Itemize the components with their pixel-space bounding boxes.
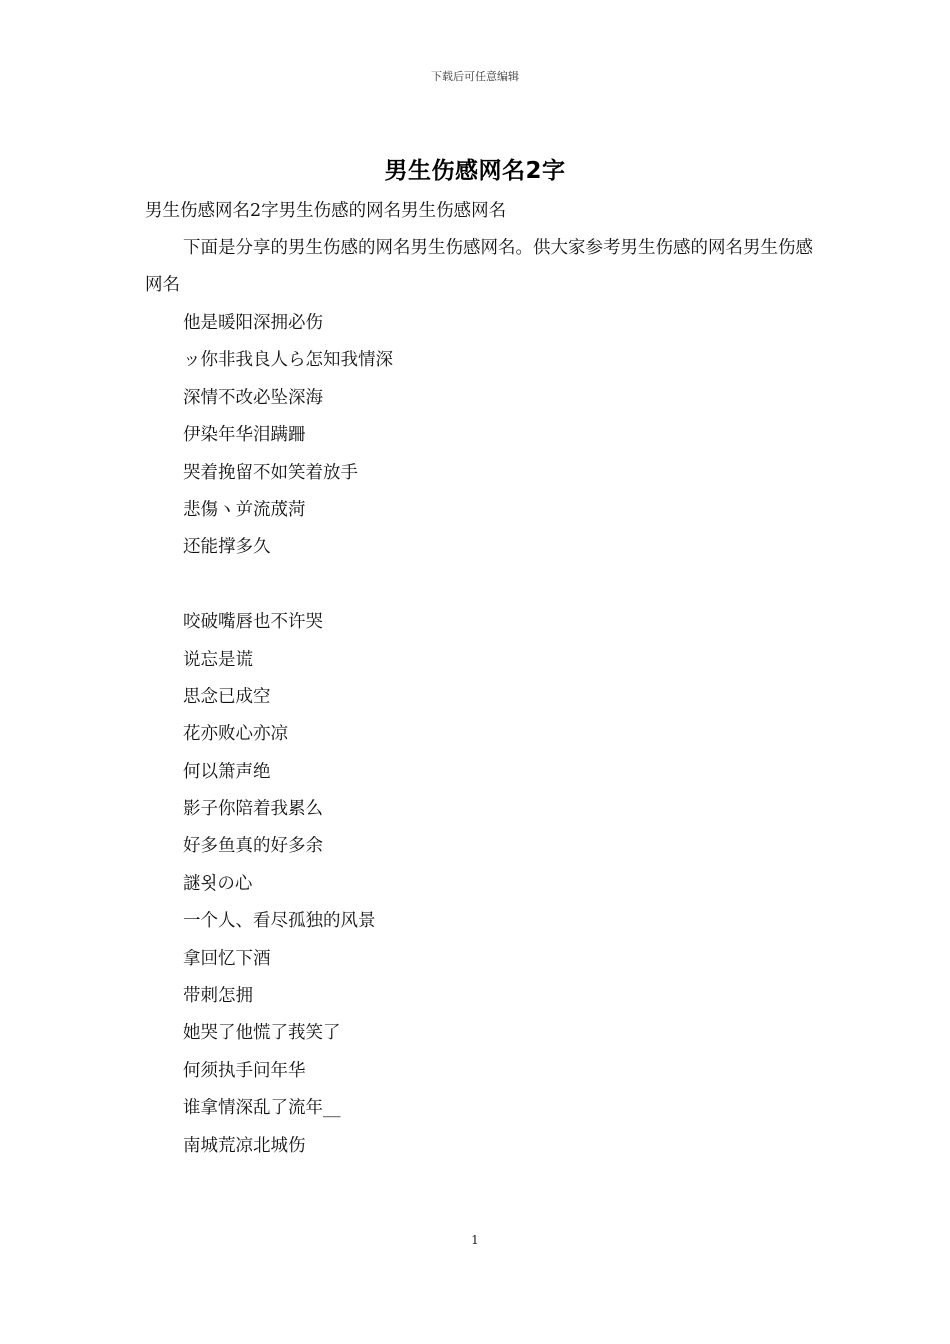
list-item: 影子你陪着我累么 <box>183 799 323 820</box>
names-list <box>183 305 393 1165</box>
list-item: 说忘是谎 <box>183 649 253 670</box>
list-item: 哭着挽留不如笑着放手 <box>183 462 358 483</box>
list-item: 謎욋の心 <box>183 873 253 894</box>
list-item: 咬破嘴唇也不许哭 <box>183 612 323 633</box>
list-item: 带刺怎拥 <box>183 986 253 1007</box>
list-item: 悲傷ヽ屰流荿菏 <box>183 499 306 520</box>
list-item: 伊染年华泪蹒跚 <box>183 425 306 446</box>
list-item: 何须执手问年华 <box>183 1060 306 1081</box>
list-item: 花亦败心亦凉 <box>183 724 288 745</box>
list-item: 谁拿情深乱了流年__ <box>183 1098 341 1119</box>
list-item: 南城荒凉北城伤 <box>183 1135 306 1156</box>
list-item: 拿回忆下酒 <box>183 948 271 969</box>
list-item: 一个人、看尽孤独的风景 <box>183 911 376 932</box>
list-item: 深情不改必坠深海 <box>183 387 323 408</box>
list-item: 何以箫声绝 <box>183 761 271 782</box>
subtitle-line: 男生伤感网名2字男生伤感的网名男生伤感网名 <box>145 201 507 221</box>
list-item: 她哭了他慌了莪笑了 <box>183 1023 341 1044</box>
list-item: 好多鱼真的好多余 <box>183 836 323 857</box>
header-note: 下载后可任意编辑 <box>431 70 519 83</box>
list-item: 思念已成空 <box>183 686 271 707</box>
page-number: 1 <box>471 1233 479 1247</box>
list-item: 还能撑多久 <box>183 537 271 558</box>
list-item: 他是暖阳深拥必伤 <box>183 313 323 333</box>
document-title: 男生伤感网名2字 <box>384 158 566 184</box>
intro-paragraph: 下面是分享的男生伤感的网名男生伤感网名。供大家参考男生伤感的网名男生伤感网名 <box>145 238 813 296</box>
list-item: ッ你非我良人ら怎知我情深 <box>183 350 393 371</box>
blank-line <box>183 567 393 604</box>
